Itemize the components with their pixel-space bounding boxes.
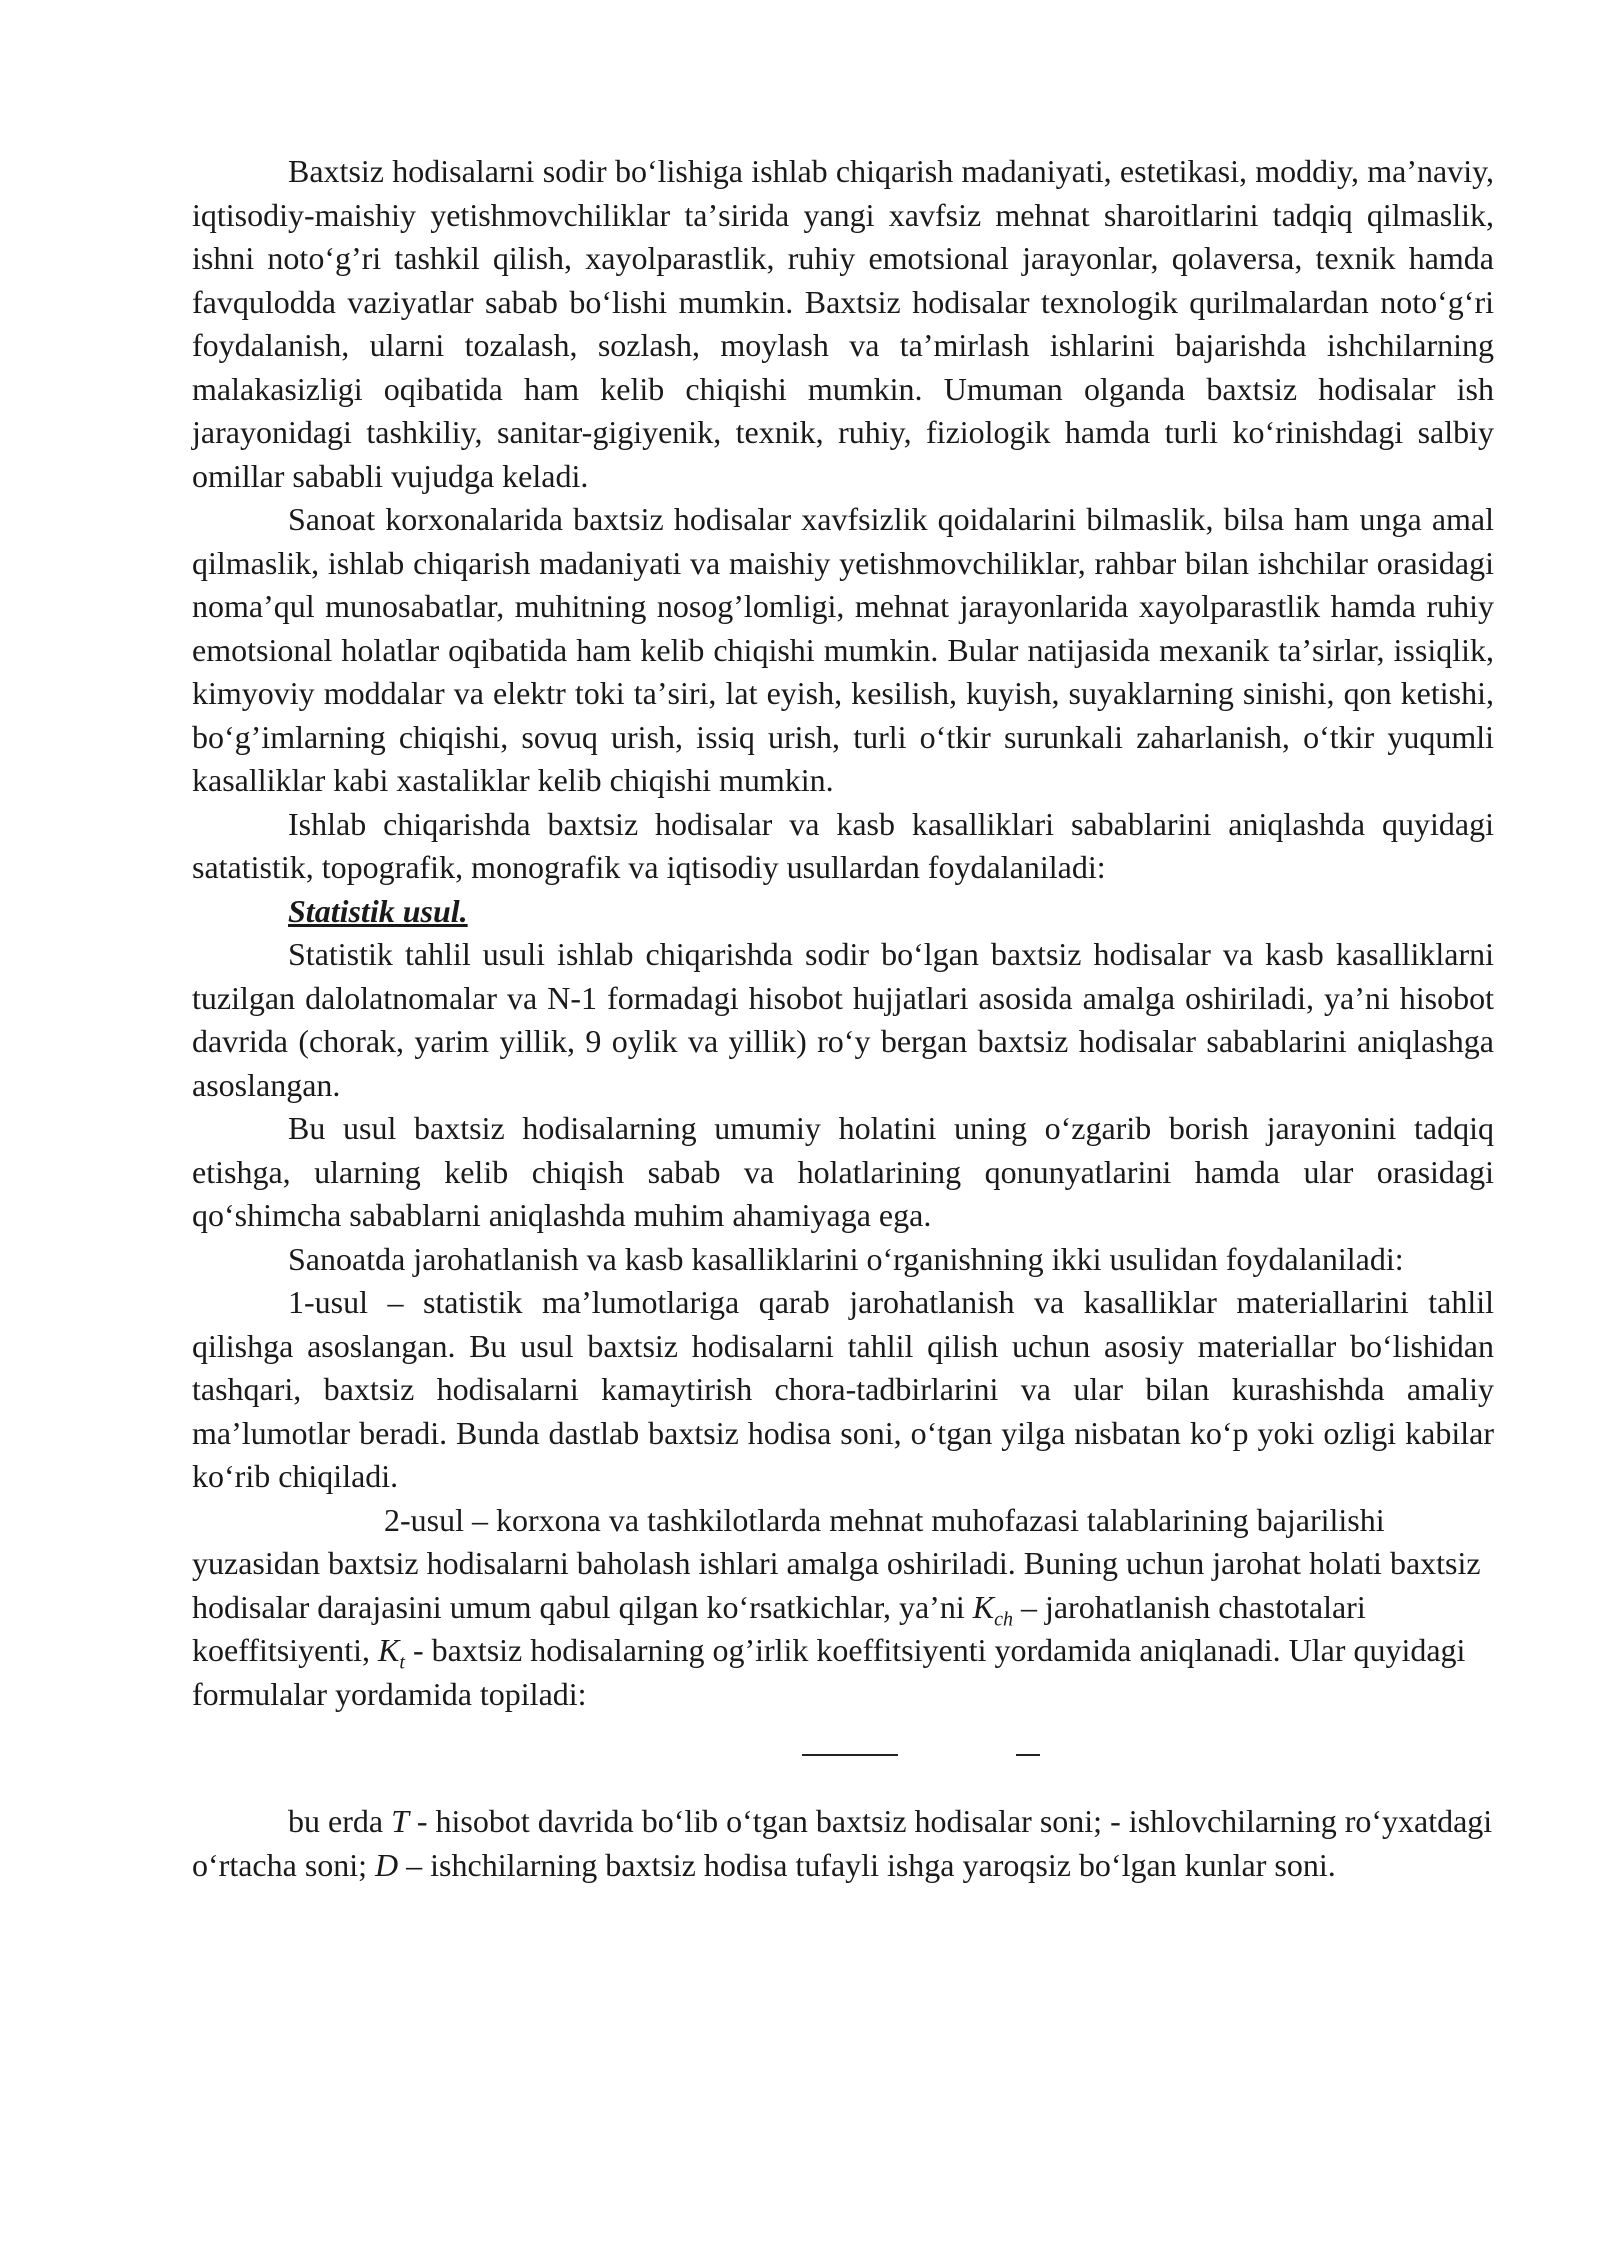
paragraph-variable-definitions [192,1800,1494,1887]
kch-symbol: K [972,1588,995,1625]
definitions-text-a: bu erda [288,1803,392,1839]
paragraph-causes: Baxtsiz hodisalarni sodir boʻlishiga ishlab chiqarish madaniyati, estetikasi, moddiy, maʼnaviy, iqtisodiy-maishiy yetishmovchiliklar taʼsirida yangi xavfsiz mehnat sharoitlarini tadqiq qilmaslik, ishni notoʻgʼri tashkil qilish, xayolparastlik, ruhiy emotsional jarayonlar, qolaversa, texnik hamda favqulodda vaziyatlar sabab boʻlishi mumkin. Baxtsiz hodisalar texnologik qurilmalardan notoʻgʻri foydalanish, ularni tozalash, sozlash, moylash va taʼmirlash ishlarini bajarishda ishchilarning malakasizligi oqibatida ham kelib chiqishi mumkin. Umuman olganda baxtsiz hodisalar ish jarayonidagi tashkiliy, sanitar-gigiyenik, texnik, ruhiy, fiziologik hamda turli koʻrinishdagi salbiy omillar sababli vujudga keladi. [192,153,1494,494]
formula-fraction-bar-kt [1016,1754,1040,1756]
kch-subscript: ch [994,1607,1013,1630]
paragraph-method-one: 1-usul – statistik maʼlumotlariga qarab jarohatlanish va kasalliklar materiallarini tahlil qilishga asoslangan. Bu usul baxtsiz hodisalarni tahlil qilish uchun asosiy materiallar boʻlishidan tashqari, baxtsiz hodisalarni kamaytirish chora-tadbirlarini va ular bilan kurashishda amaliy maʼlumotlar beradi. Bunda dastlab baxtsiz hodisa soni, oʻtgan yilga nisbatan koʻp yoki ozligi kabilar koʻrib chiqiladi. [192,1284,1494,1494]
method-two-text-a: 2-usul – korxona va tashkilotlarda mehnat muhofazasi talablarining bajarilishi yuzasidan baxtsiz hodisalarni baholash ishlari amalga oshiriladi. Buning uchun jarohat holati baxtsiz hodisalar darajasini umum qabul qilgan koʻrsatkichlar, yaʼni [192,1501,1481,1625]
definitions-text-b: - hisobot davrida boʻlib oʻtgan baxtsiz hodisalar soni; - ishlovchilarning roʻyxatdagi oʻrtacha soni; [192,1803,1493,1883]
heading-text: Statistik usul. [288,892,468,929]
kt-subscript: t [399,1651,405,1674]
paragraph-method-importance: Bu usul baxtsiz hodisalarning umumiy holatini uning oʻzgarib borish jarayonini tadqiq etishga, ularning kelib chiqish sabab va holatlarining qonunyatlarini hamda ular orasidagi qoʻshimcha sabablarni aniqlashda muhim ahamiyaga ega. [192,1110,1494,1233]
method-two-text-c: - baxtsiz hodisalarning ogʼirlik koeffitsiyenti yordamida aniqlanadi. Ular quyidagi formulalar yordamida topiladi: [192,1632,1466,1712]
document-page [192,150,1494,1887]
formula-spacer [192,1776,1494,1800]
t-variable: T [391,1803,409,1839]
paragraph-statistical-analysis: Statistik tahlil usuli ishlab chiqarishda sodir boʻlgan baxtsiz hodisalar va kasb kasalliklarni tuzilgan dalolatnomalar va N-1 formadagi hisobot hujjatlari asosida amalga oshiriladi, yaʼni hisobot davrida (chorak, yarim yillik, 9 oylik va yillik) roʻy bergan baxtsiz hodisalar sabablarini aniqlashga asoslangan. [192,936,1494,1103]
paragraph-method-two [192,1499,1494,1717]
method-two-text-b: – jarohatlanish chastotalari koeffitsiyenti, [192,1588,1366,1668]
paragraph-methods-intro: Ishlab chiqarishda baxtsiz hodisalar va kasb kasalliklari sabablarini aniqlashda quyidagi satatistik, topografik, monografik va iqtisodiy usullardan foydalaniladi: [192,805,1494,885]
section-heading-statistical [192,890,1494,934]
formula-fraction-bar-kch [802,1754,898,1756]
d-variable: D [375,1846,399,1883]
definitions-text-c: – ishchilarning baxtsiz hodisa tufayli ishga yaroqsiz boʻlgan kunlar soni. [398,1846,1336,1883]
kt-symbol: K [378,1632,400,1668]
paragraph-two-methods: Sanoatda jarohatlanish va kasb kasalliklarini oʻrganishning ikki usulidan foydalaniladi: [288,1240,1404,1277]
paragraph-industrial-accidents: Sanoat korxonalarida baxtsiz hodisalar xavfsizlik qoidalarini bilmaslik, bilsa ham unga amal qilmaslik, ishlab chiqarish madaniyati va maishiy yetishmovchiliklar, rahbar bilan ishchilar orasidagi nomaʼqul munosabatlar, muhitning nosogʼlomligi, mehnat jarayonlarida xayolparastlik hamda ruhiy emotsional holatlar oqibatida ham kelib chiqishi mumkin. Bular natijasida mexanik taʼsirlar, issiqlik, kimyoviy moddalar va elektr toki taʼsiri, lat eyish, kesilish, kuyish, suyaklarning sinishi, qon ketishi, boʻgʼimlarning chiqishi, sovuq urish, issiq urish, turli oʻtkir surunkali zaharlanish, oʻtkir yuqumli kasalliklar kabi xastaliklar kelib chiqishi mumkin. [192,501,1494,798]
formula-area [192,1732,1494,1776]
